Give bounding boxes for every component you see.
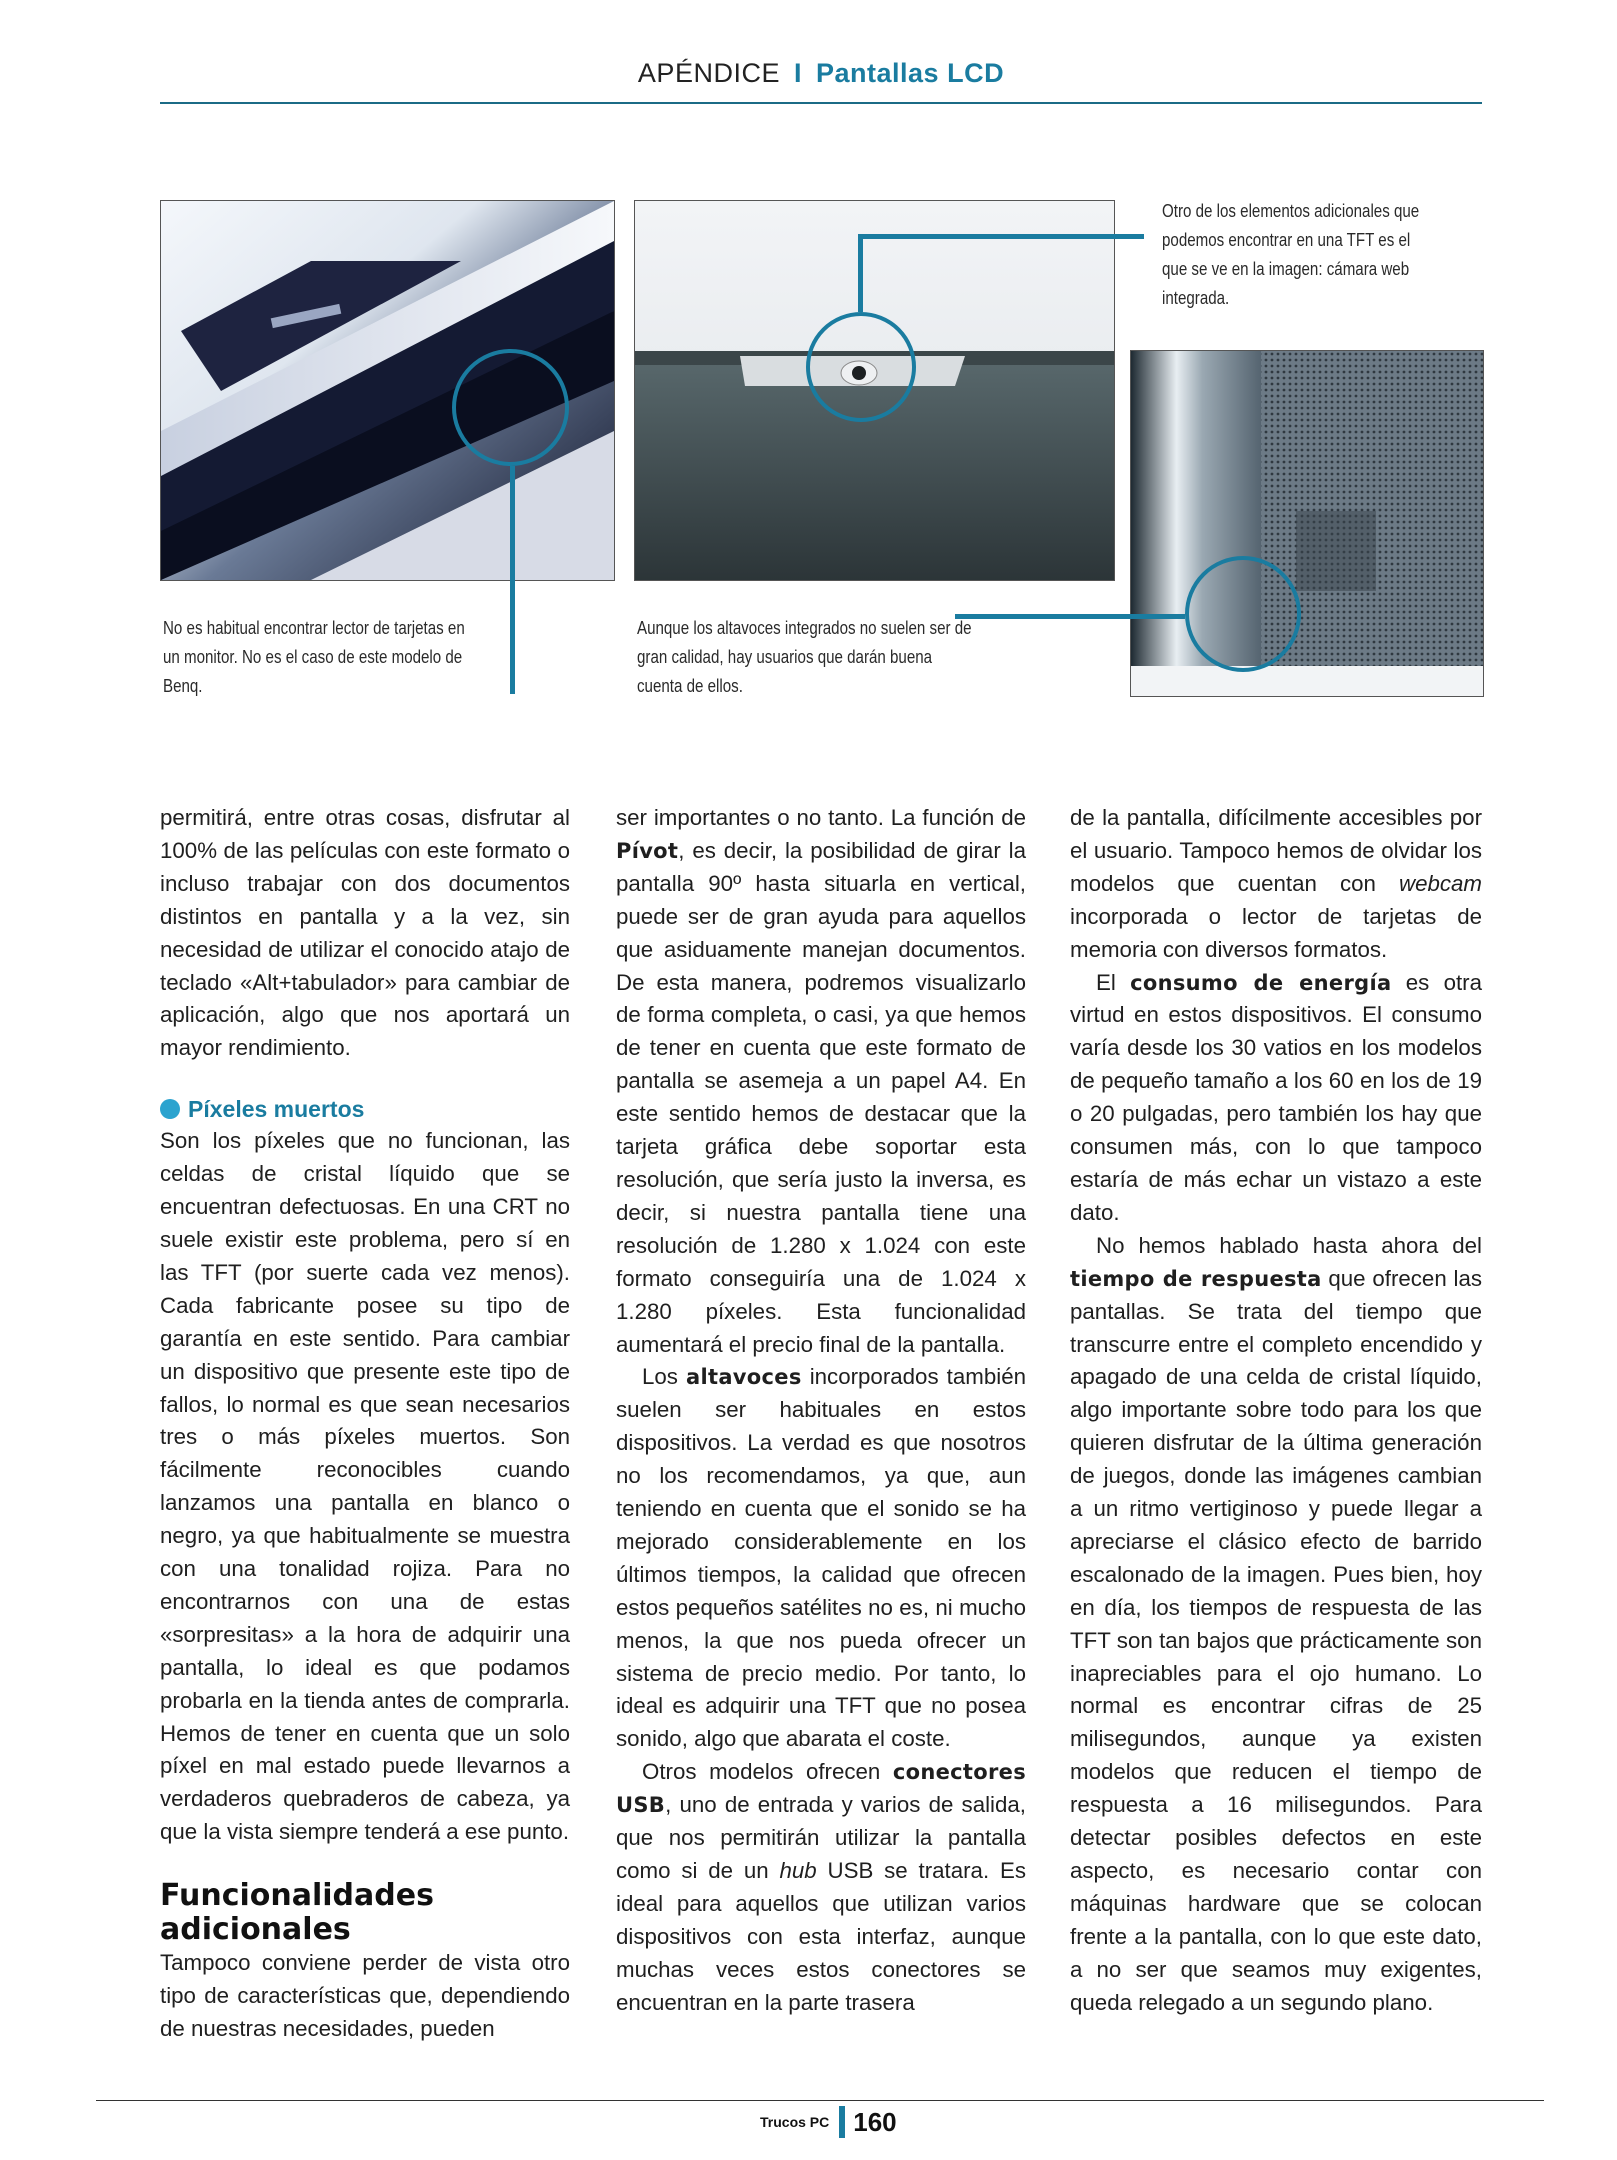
paragraph: Tampoco conviene perder de vista otro tipo de características que, dependiendo de nuestras necesidades, pueden (160, 1950, 570, 2041)
photo-speakers (1130, 350, 1484, 697)
highlight-ring-speakers (1185, 556, 1301, 672)
header-section: APÉNDICE (637, 58, 780, 88)
connector-line-webcam-h (858, 234, 1144, 239)
section-heading: Funcionalidades adicionales (160, 1878, 434, 1948)
highlight-ring-webcam (806, 312, 916, 422)
keyword: Pívot (616, 838, 679, 863)
connector-line-speakers (955, 614, 1185, 619)
keyword: consumo de energía (1130, 970, 1392, 995)
footer-rule (96, 2100, 1544, 2101)
magazine-name: Trucos PC (760, 2114, 830, 2130)
header-separator: I (793, 58, 802, 88)
caption-speakers: Aunque los altavoces integrados no suelen ser de gran calidad, hay usuarios que darán buena cuenta de ellos. (637, 618, 972, 696)
header-rule (160, 102, 1482, 104)
page-footer (760, 2106, 897, 2138)
bullet-dot-icon (160, 1099, 180, 1119)
caption-card-reader: No es habitual encontrar lector de tarjetas en un monitor. No es el caso de este modelo de Benq. (163, 618, 465, 696)
paragraph: Los altavoces incorporados también suelen ser habituales en estos dispositivos. La verdad es que nosotros no los recomendamos, ya que, aun teniendo en cuenta que el sonido se ha mejorado considerablemente en los últimos tiempos, la calidad que ofrecen estos pequeños satélites no es, ni mucho menos, la que nos pueda ofrecer un sistema de precio medio. Por tanto, lo ideal es adquirir una TFT que no posea sonido, algo que abarata el coste. (616, 1364, 1026, 1752)
subheading-dead-pixels (160, 1093, 570, 1125)
highlight-ring-card-reader (452, 349, 569, 466)
paragraph: ser importantes o no tanto. La función de Pívot, es decir, la posibilidad de girar la pantalla 90º hasta situarla en vertical, puede ser de gran ayuda para aquellos que asiduamente manejan documentos. De esta manera, podremos visualizarlo de forma completa, o casi, ya que hemos de tener en cuenta que este formato de pantalla se asemeja a un papel A4. En este sentido hemos de destacar que la tarjeta gráfica debe soportar esta resolución, que sería justo la inversa, es decir, si nuestra pantalla tiene una resolución de 1.280 x 1.024 con este formato conseguiría una de 1.024 x 1.280 píxeles. Esta funcionalidad aumentará el precio final de la pantalla. (616, 805, 1026, 1357)
caption-webcam: Otro de los elementos adicionales que podemos encontrar en una TFT es el que se ve en la imagen: cámara web integrada. (1162, 201, 1420, 308)
keyword: altavoces (686, 1365, 802, 1390)
text-column-2 (616, 802, 1026, 2020)
keyword: tiempo de respuesta (1070, 1266, 1322, 1291)
paragraph: de la pantalla, difícilmente accesibles por el usuario. Tampoco hemos de olvidar los modelos que cuentan con webcam incorporada o lector de tarjetas de memoria con diversos formatos. (1070, 805, 1482, 962)
paragraph: No hemos hablado hasta ahora del tiempo de respuesta que ofrecen las pantallas. Se trata del tiempo que transcurre entre el completo encendido y apagado de una celda de cristal líquido, algo importante sobre todo para los que quieren disfrutar de la última generación de juegos, donde las imágenes cambian a un ritmo vertiginoso y puede llegar a apreciarse el clásico efecto de barrido escalonado de la imagen. Pues bien, hoy en día, los tiempos de respuesta de las TFT son tan bajos que prácticamente son inapreciables para el ojo humano. Lo normal es encontrar cifras de 25 milisegundos, aunque ya existen modelos que reducen el tiempo de respuesta a 16 milisegundos. Para detectar posibles defectos en este aspecto, es necesario contar con máquinas hardware que se colocan frente a la pantalla, con lo que este dato, a no ser que seamos muy exigentes, queda relegado a un segundo plano. (1070, 1232, 1482, 2015)
text-column-3 (1070, 802, 1482, 2020)
paragraph: permitirá, entre otras cosas, disfrutar al 100% de las películas con este formato o incluso trabajar con dos documentos distintos en pantalla y a la vez, sin necesidad de utilizar el conocido atajo de teclado «Alt+tabulador» para cambiar de aplicación, algo que nos aportará un mayor rendimiento. (160, 805, 570, 1061)
text-column-1 (160, 802, 570, 2046)
paragraph: Otros modelos ofrecen conectores USB, uno de entrada y varios de salida, que nos permitirán utilizar la pantalla como si de un hub USB se tratara. Es ideal para aquellos que utilizan varios dispositivos con esta interfaz, aunque muchas veces estos conectores se encuentran en la parte trasera (616, 1759, 1026, 2015)
page-header (160, 58, 1482, 89)
keyword: conectores USB (616, 1760, 1026, 1818)
page-number: 160 (853, 2106, 897, 2137)
header-topic: Pantallas LCD (816, 58, 1005, 88)
subheading-text: Píxeles muertos (188, 1096, 365, 1123)
paragraph: El consumo de energía es otra virtud en estos dispositivos. El consumo varía desde los 30 vatios en los modelos de pequeño tamaño a los 60 en los de 19 o 20 pulgadas, pero también los hay que consumen más, con lo que tampoco estaría de más echar un vistazo a este dato. (1070, 969, 1483, 1225)
footer-bar (839, 2106, 845, 2138)
connector-line-card-reader (510, 466, 515, 694)
paragraph: Son los píxeles que no funcionan, las celdas de cristal líquido que se encuentran defectuosas. En una CRT no suele existir este problema, pero sí en las TFT (por suerte cada vez menos). Cada fabricante posee su tipo de garantía en este sentido. Para cambiar un dispositivo que presente este tipo de fallos, lo normal es que sean necesarios tres o más píxeles muertos. Son fácilmente reconocibles cuando lanzamos una pantalla en blanco o negro, ya que habitualmente se muestra con una tonalidad rojiza. Para no encontrarnos con una de estas «sorpresitas» a la hora de adquirir una pantalla, lo ideal es que podamos probarla en la tienda antes de comprarla. Hemos de tener en cuenta que un solo píxel en mal estado puede llevarnos a verdaderos quebraderos de cabeza, ya que la vista siempre tenderá a ese punto. (160, 1128, 570, 1845)
connector-line-webcam-v (858, 234, 863, 312)
